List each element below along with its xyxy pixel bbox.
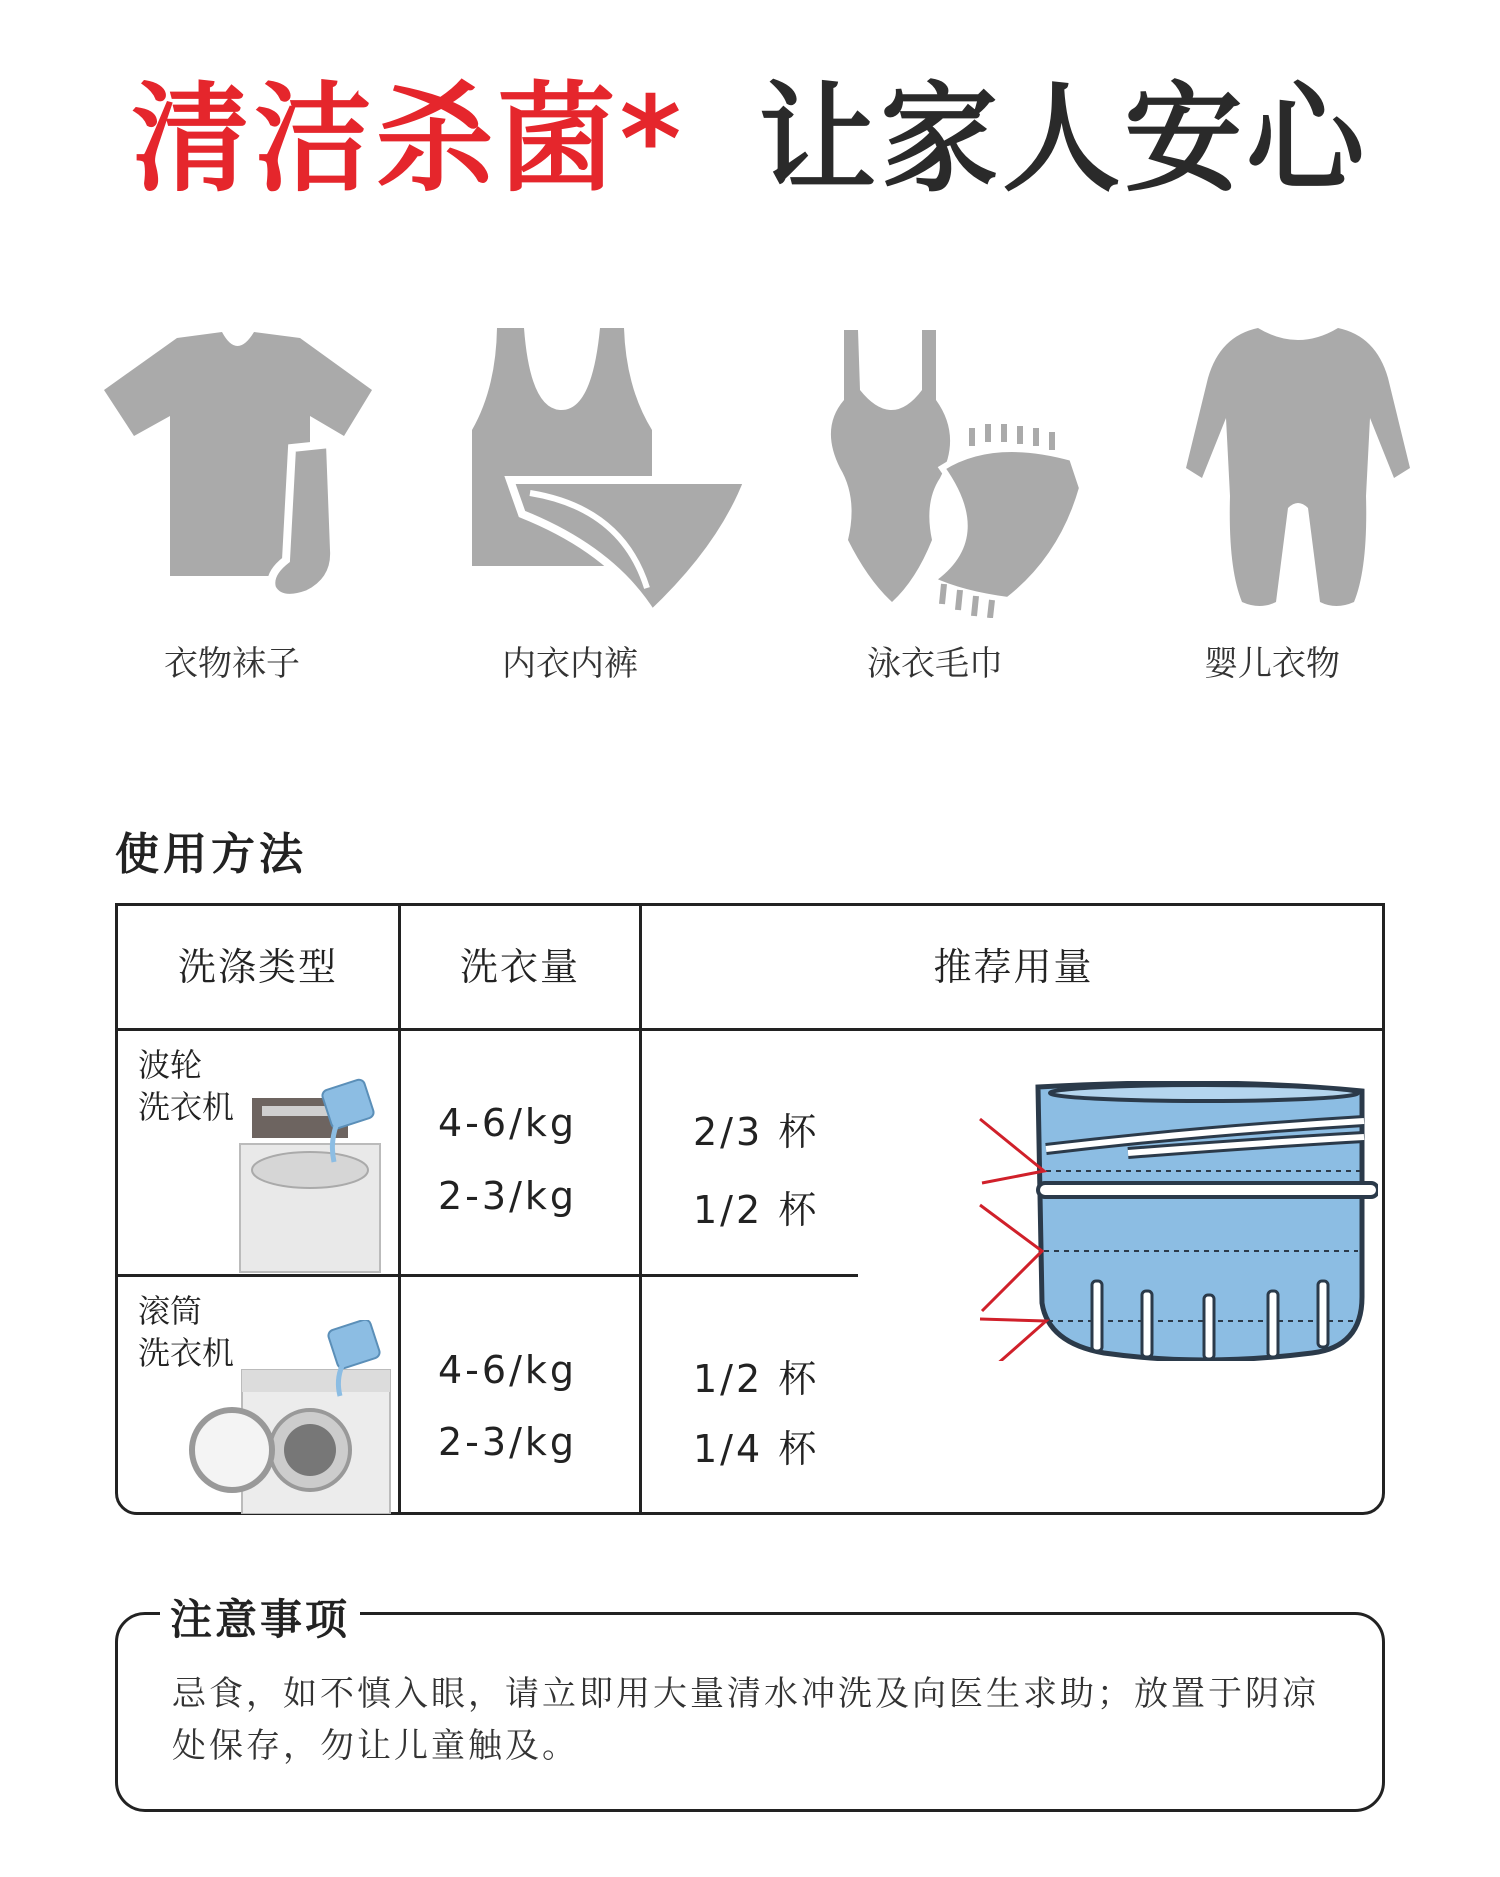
swimsuit-towel-icon: [812, 318, 1112, 618]
notes-title: 注意事项: [160, 1587, 360, 1647]
top-loader-washer-icon: [230, 1074, 390, 1274]
load-value: 4-6/kg: [438, 1348, 577, 1392]
dose-value: 1/4 杯: [693, 1427, 820, 1471]
category-label-clothes-socks: 衣物袜子: [164, 644, 300, 684]
wash-type-line: 波轮: [138, 1046, 203, 1084]
dose-value: 1/2 杯: [693, 1188, 820, 1232]
header-dose: 推荐用量: [933, 945, 1094, 989]
header-wash-type: 洗涤类型: [177, 945, 338, 989]
headline-rest: 让家人安心: [758, 70, 1369, 208]
load-value: 4-6/kg: [438, 1101, 577, 1145]
category-label-underwear: 内衣内裤: [502, 644, 638, 684]
header-load: 洗衣量: [459, 945, 580, 989]
wash-type-line: 洗衣机: [138, 1334, 235, 1372]
load-value: 2-3/kg: [438, 1174, 577, 1218]
table-divider: [118, 1028, 1382, 1031]
wash-type-line: 洗衣机: [138, 1088, 235, 1126]
wash-type-line: 滚筒: [138, 1292, 203, 1330]
load-value: 2-3/kg: [438, 1420, 577, 1464]
usage-table: [115, 903, 1385, 1515]
baby-romper-icon: [1148, 318, 1448, 618]
front-loader-washer-icon: [182, 1320, 394, 1514]
tshirt-sock-icon: [82, 318, 382, 618]
table-divider: [118, 1274, 858, 1277]
headline: [0, 70, 1500, 208]
wash-type-top-loader: [138, 1044, 234, 1128]
headline-highlight: 清洁杀菌*: [131, 70, 686, 208]
measuring-cap-icon: [858, 1081, 1378, 1361]
dose-value: 2/3 杯: [693, 1110, 820, 1154]
vest-briefs-icon: [452, 318, 752, 618]
category-label-baby-clothes: 婴儿衣物: [1204, 644, 1340, 684]
notes-text: 忌食，如不慎入眼，请立即用大量清水冲洗及向医生求助；放置于阴凉处保存，勿让儿童触及。: [172, 1674, 1319, 1766]
usage-title: 使用方法: [115, 829, 307, 880]
dose-value: 1/2 杯: [693, 1357, 820, 1401]
category-label-swimwear-towels: 泳衣毛巾: [867, 644, 1003, 684]
